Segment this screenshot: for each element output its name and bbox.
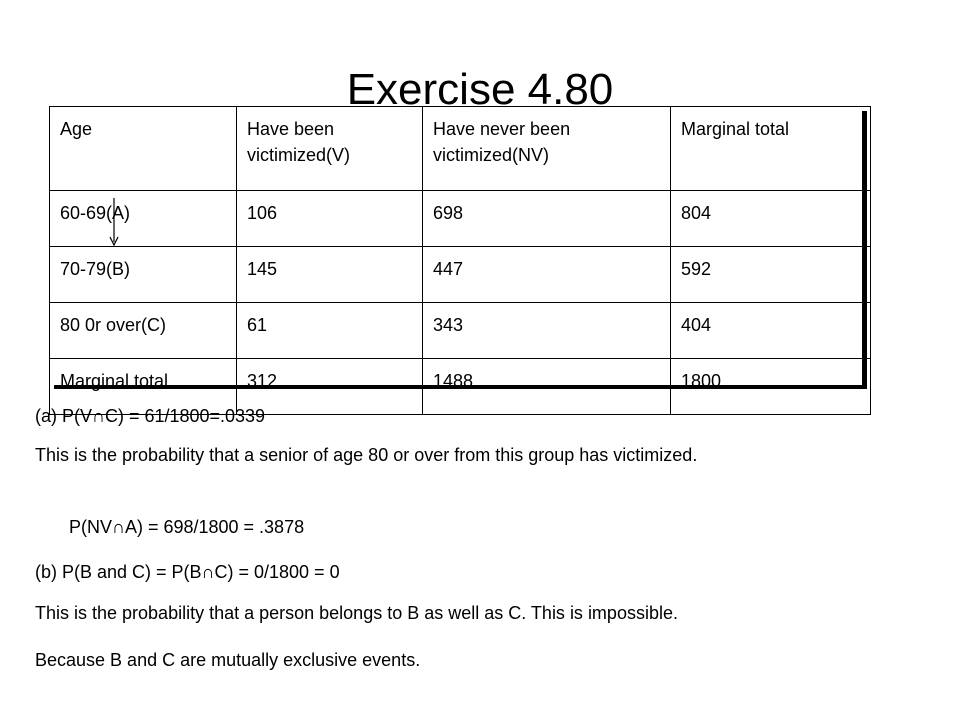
table-cell: 447	[423, 247, 671, 303]
table-cell: 698	[423, 191, 671, 247]
header-cell: Have been victimized(V)	[237, 107, 423, 191]
down-arrow-icon	[107, 198, 121, 250]
table-cell: 404	[671, 303, 871, 359]
table-row	[50, 247, 871, 303]
table-cell: 343	[423, 303, 671, 359]
answer-b-line: (b) P(B and C) = P(B∩C) = 0/1800 = 0	[35, 562, 340, 582]
slide-title: Exercise 4.80	[346, 65, 614, 114]
table-cell: 145	[237, 247, 423, 303]
header-cell: Age	[50, 107, 237, 191]
table-cell: 1488	[423, 359, 671, 415]
answer-b-conclusion: Because B and C are mutually exclusive events.	[35, 650, 421, 670]
table-cell: 70-79(B)	[50, 247, 237, 303]
table-cell: 80 0r over(C)	[50, 303, 237, 359]
contingency-table	[49, 106, 871, 415]
table-cell: 61	[237, 303, 423, 359]
table-cell: 60-69(A)	[50, 191, 237, 247]
answer-a-second-probability: P(NV∩A) = 698/1800 = .3878	[69, 517, 305, 537]
table-cell: 312	[237, 359, 423, 415]
answer-a-explanation: This is the probability that a senior of age 80 or over from this group has victimized.	[35, 445, 698, 465]
header-cell: Marginal total	[671, 107, 871, 191]
answer-b-explanation: This is the probability that a person belongs to B as well as C. This is impossible.	[35, 603, 678, 623]
table-row	[50, 191, 871, 247]
table-cell: 592	[671, 247, 871, 303]
table-cell: 804	[671, 191, 871, 247]
answer-a-line: (a) P(V∩C) = 61/1800=.0339	[35, 406, 266, 426]
table-cell: 1800	[671, 359, 871, 415]
table-row	[50, 303, 871, 359]
table-cell: Marginal total	[50, 359, 237, 415]
table-cell: 106	[237, 191, 423, 247]
header-cell: Have never been victimized(NV)	[423, 107, 671, 191]
table-header-row	[50, 107, 871, 191]
